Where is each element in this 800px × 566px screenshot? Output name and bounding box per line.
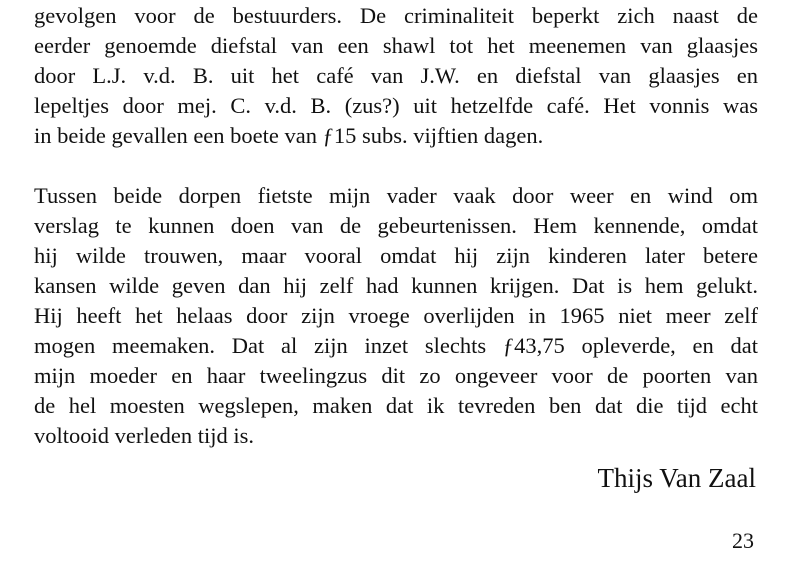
text-line: Hij heeft het helaas door zijn vroege overlijden in 1965 niet meer zelf — [34, 303, 758, 328]
text-line: de hel moesten wegslepen, maken dat ik tevreden ben dat die tijd echt — [34, 393, 758, 418]
paragraph-1 — [34, 1, 758, 151]
text-line: door L.J. v.d. B. uit het café van J.W. en diefstal van glaasjes en — [34, 63, 758, 88]
author-signature: Thijs Van Zaal — [597, 463, 756, 493]
text-line: hij wilde trouwen, maar vooral omdat hij zijn kinderen later betere — [34, 243, 758, 268]
text-line: mogen meemaken. Dat al zijn inzet slechts ƒ43,75 opleverde, en dat — [34, 333, 758, 358]
text-line: mijn moeder en haar tweelingzus dit zo ongeveer voor de poorten van — [34, 363, 758, 388]
text-line: Tussen beide dorpen fietste mijn vader vaak door weer en wind om — [34, 183, 758, 208]
text-line: lepeltjes door mej. C. v.d. B. (zus?) uit hetzelfde café. Het vonnis was — [34, 93, 758, 118]
text-line: in beide gevallen een boete van ƒ15 subs. vijftien dagen. — [34, 123, 544, 148]
text-line: eerder genoemde diefstal van een shawl tot het meenemen van glaasjes — [34, 33, 758, 58]
paragraph-2 — [34, 181, 758, 451]
text-line: gevolgen voor de bestuurders. De criminaliteit beperkt zich naast de — [34, 3, 758, 28]
text-line: voltooid verleden tijd is. — [34, 423, 254, 448]
text-line: kansen wilde geven dan hij zelf had kunnen krijgen. Dat is hem gelukt. — [34, 273, 758, 298]
page-number: 23 — [732, 528, 754, 553]
text-line: verslag te kunnen doen van de gebeurtenissen. Hem kennende, omdat — [34, 213, 758, 238]
